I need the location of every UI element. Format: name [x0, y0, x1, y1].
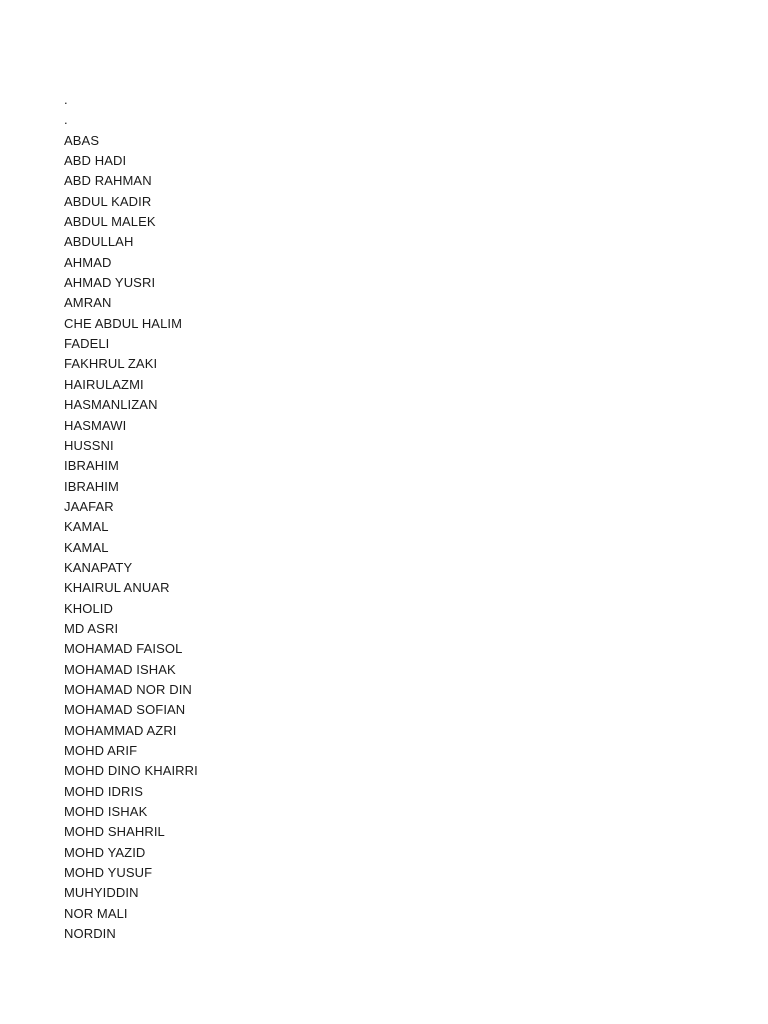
list-item: AHMAD — [64, 254, 112, 270]
list-item: . — [64, 112, 68, 128]
list-item: MOHD IDRIS — [64, 783, 143, 799]
list-item: HASMANLIZAN — [64, 397, 158, 413]
list-item: KHAIRUL ANUAR — [64, 580, 170, 596]
list-item: FAKHRUL ZAKI — [64, 356, 158, 372]
list-item: AMRAN — [64, 295, 112, 311]
list-item: CHE ABDUL HALIM — [64, 315, 183, 331]
list-item: MOHD ISHAK — [64, 804, 148, 820]
name-list — [64, 90, 198, 944]
list-item: MUHYIDDIN — [64, 885, 139, 901]
list-item: KANAPATY — [64, 559, 133, 575]
list-item: MD ASRI — [64, 620, 119, 636]
list-item: HASMAWI — [64, 417, 127, 433]
list-item: MOHAMAD SOFIAN — [64, 702, 186, 718]
list-item: . — [64, 92, 68, 107]
list-item: MOHAMAD NOR DIN — [64, 681, 192, 697]
list-item: AHMAD YUSRI — [64, 275, 156, 291]
list-item: ABD RAHMAN — [64, 173, 152, 189]
list-item: FADELI — [64, 336, 110, 352]
list-item: MOHD ARIF — [64, 743, 138, 758]
list-item: ABDULLAH — [64, 234, 134, 250]
list-item: HUSSNI — [64, 437, 114, 453]
list-item: NOR MALI — [64, 905, 128, 921]
list-item: IBRAHIM — [64, 458, 119, 474]
list-item: JAAFAR — [64, 498, 114, 514]
list-item: MOHD YAZID — [64, 844, 146, 860]
list-item: HAIRULAZMI — [64, 376, 144, 392]
list-item: KAMAL — [64, 519, 109, 535]
list-item: MOHAMMAD AZRI — [64, 722, 177, 738]
list-item: NORDIN — [64, 926, 116, 942]
list-item: MOHD SHAHRIL — [64, 824, 165, 840]
list-item: ABDUL KADIR — [64, 193, 152, 209]
list-item: MOHD DINO KHAIRRI — [64, 763, 198, 779]
list-item: IBRAHIM — [64, 478, 119, 494]
list-item: MOHAMAD FAISOL — [64, 641, 183, 657]
list-item: KHOLID — [64, 600, 114, 616]
list-item: ABAS — [64, 132, 100, 148]
list-item: ABDUL MALEK — [64, 214, 156, 230]
list-item: MOHAMAD ISHAK — [64, 661, 176, 677]
list-item: ABD HADI — [64, 153, 127, 169]
list-item: MOHD YUSUF — [64, 865, 153, 881]
list-item: KAMAL — [64, 539, 109, 555]
